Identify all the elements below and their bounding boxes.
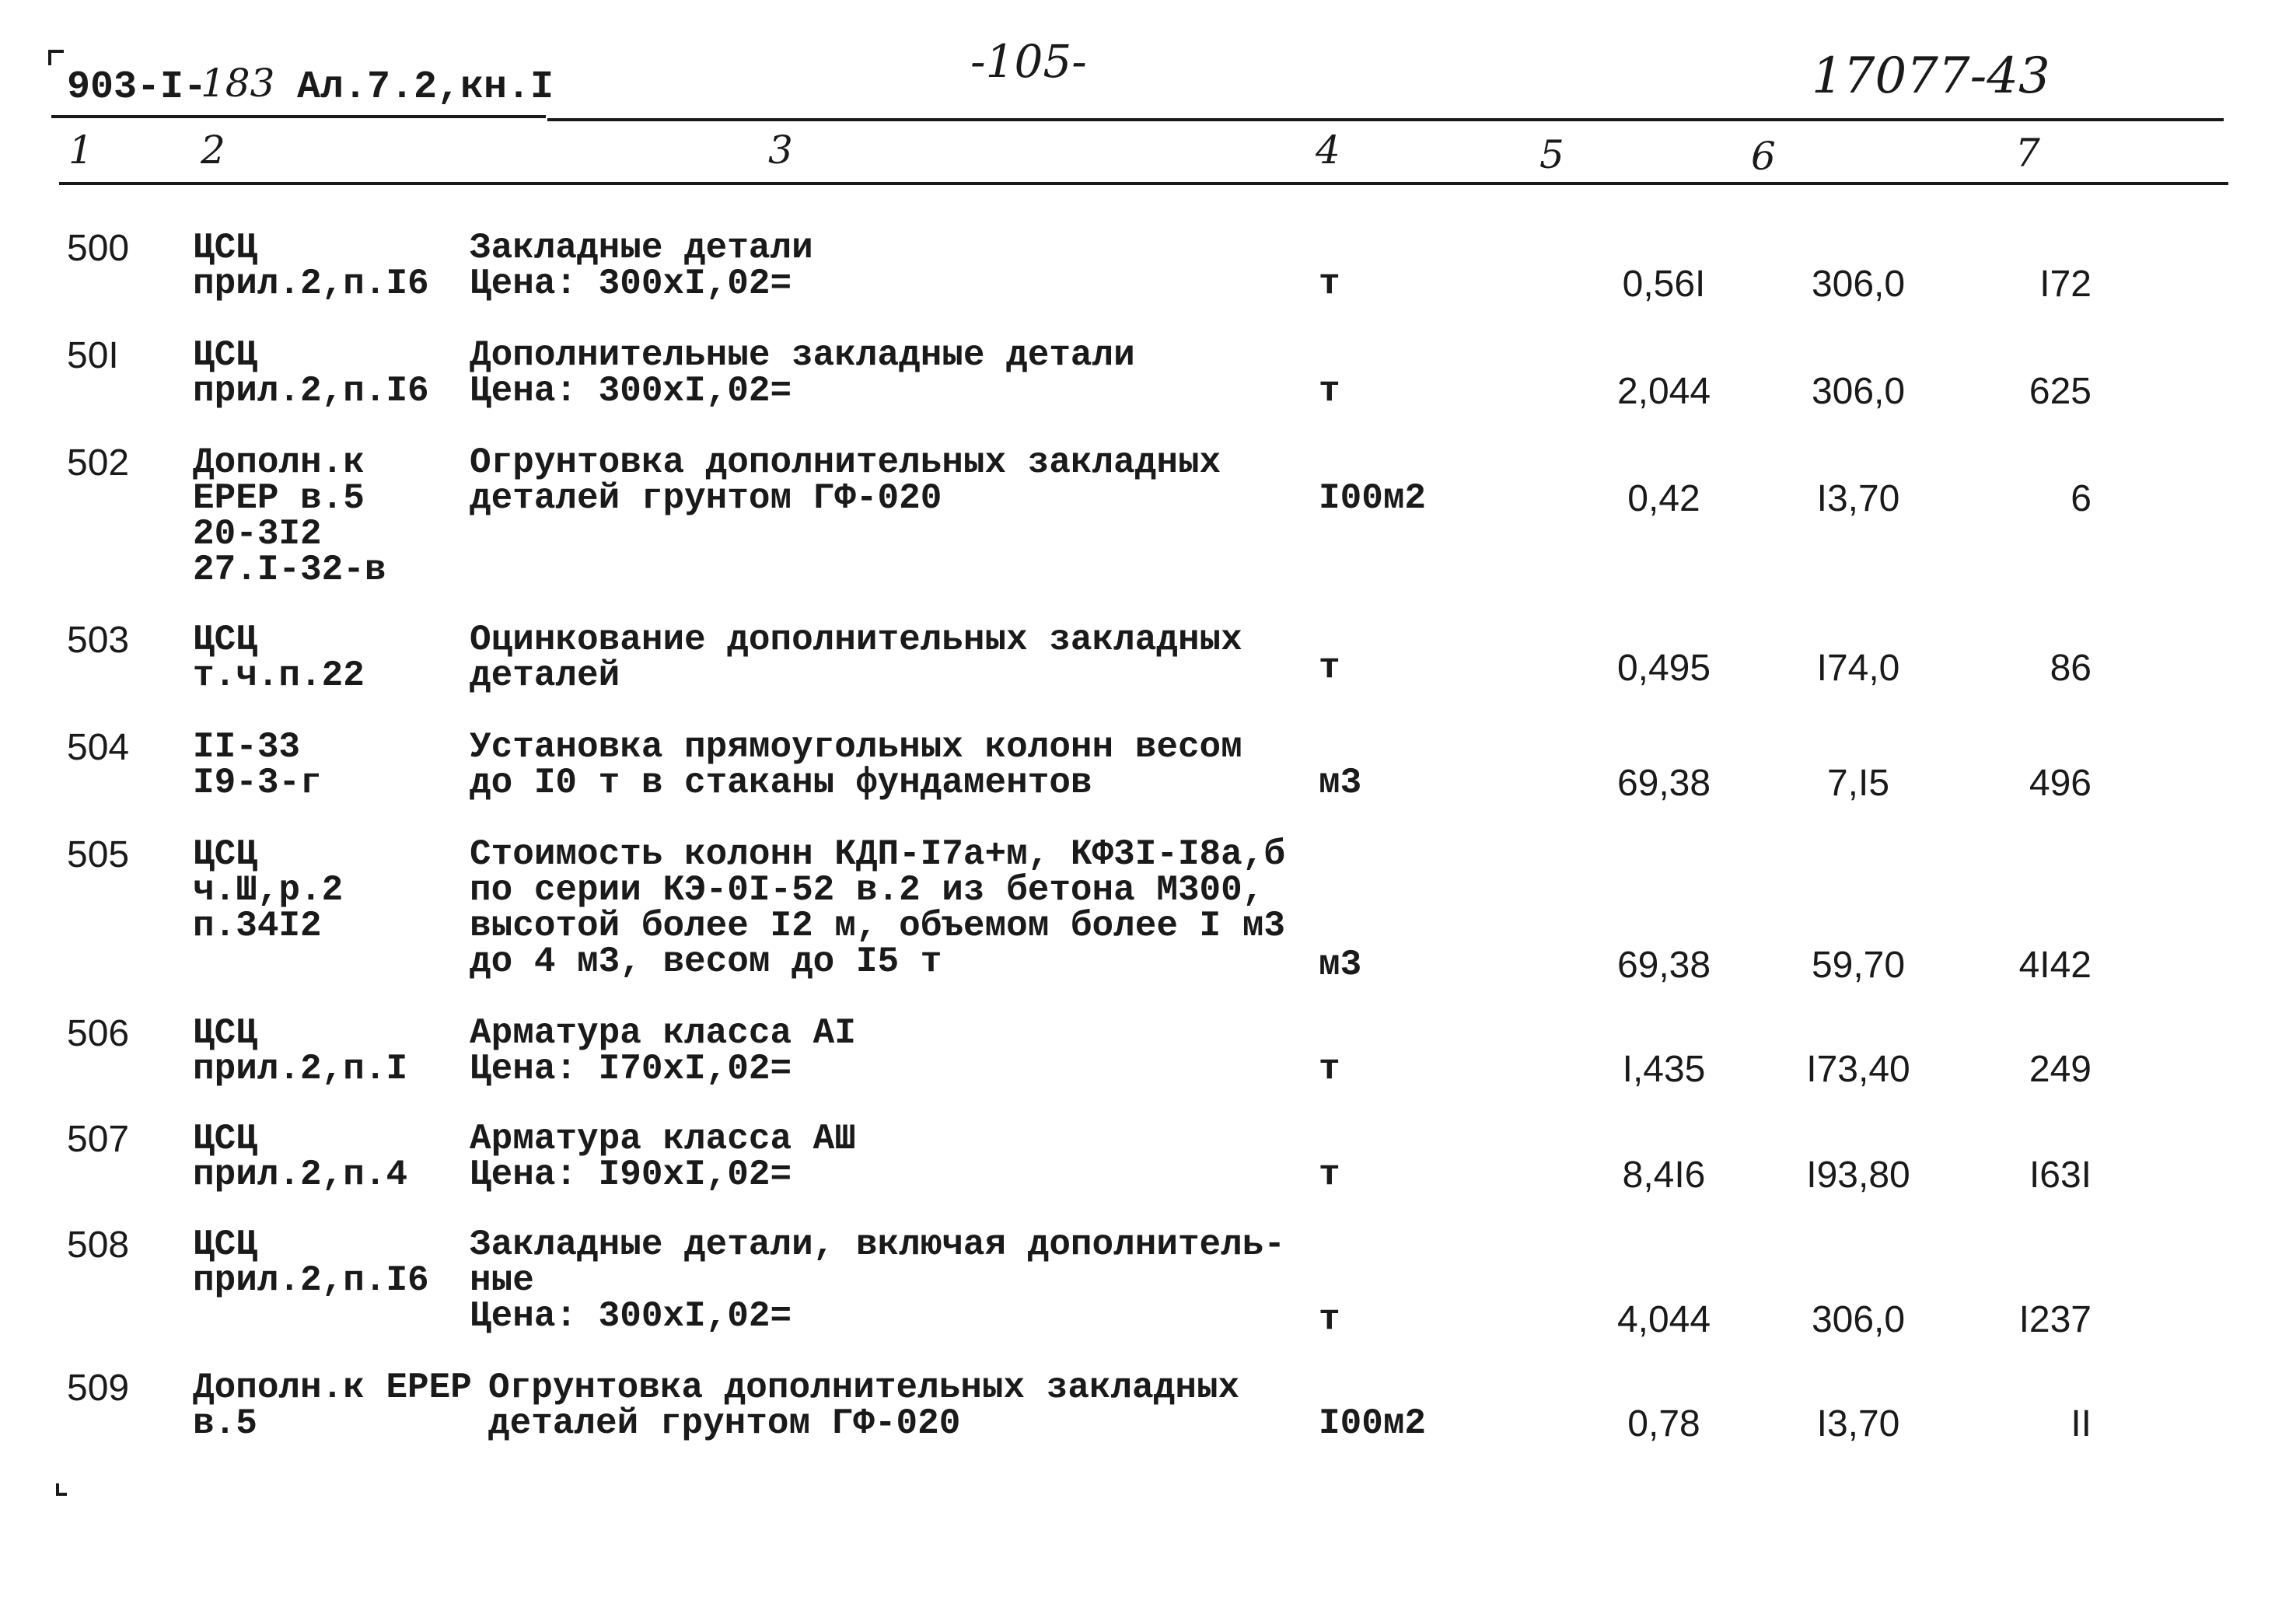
column-header-7: 7 bbox=[2015, 131, 2040, 176]
total-cost: I72 bbox=[2039, 264, 2092, 305]
pricing-reference-line: прил.2,п.4 bbox=[193, 1155, 408, 1195]
work-description-line: Цена: I70хI,02= bbox=[470, 1049, 792, 1089]
work-description-line: по серии КЭ-0I-52 в.2 из бетона М300, bbox=[470, 870, 1264, 910]
unit-price: 306,0 bbox=[1811, 1299, 1906, 1340]
unit-of-measure: I00м2 bbox=[1319, 478, 1427, 519]
total-cost: 249 bbox=[2029, 1049, 2092, 1090]
inventory-number: 17077-43 bbox=[1812, 47, 2050, 105]
unit-of-measure: м3 bbox=[1319, 763, 1362, 803]
quantity: I,435 bbox=[1622, 1049, 1706, 1090]
unit-of-measure: I00м2 bbox=[1319, 1403, 1427, 1444]
work-description-line: Цена: I90хI,02= bbox=[470, 1155, 792, 1195]
quantity: 0,42 bbox=[1627, 478, 1700, 519]
work-description-line: Огрунтовка дополнительных закладных bbox=[488, 1368, 1240, 1408]
total-cost: 4I42 bbox=[2018, 945, 2092, 986]
total-cost: I63I bbox=[2029, 1155, 2092, 1196]
pricing-reference-line: ЦСЦ bbox=[193, 1119, 257, 1159]
pricing-reference-line: прил.2,п.I bbox=[193, 1049, 408, 1089]
quantity: 0,56I bbox=[1622, 264, 1706, 305]
work-description-line: Цена: 300хI,02= bbox=[470, 264, 792, 304]
pricing-reference-line: прил.2,п.I6 bbox=[193, 264, 429, 304]
total-cost: II bbox=[2071, 1403, 2092, 1445]
unit-of-measure: т bbox=[1319, 1155, 1340, 1195]
column-header-5: 5 bbox=[1539, 132, 1564, 177]
row-number: 50I bbox=[67, 335, 119, 376]
unit-price: 7,I5 bbox=[1826, 763, 1890, 804]
corner-mark-bottom-left bbox=[56, 1483, 67, 1496]
unit-of-measure: м3 bbox=[1319, 945, 1362, 985]
unit-price: I74,0 bbox=[1816, 648, 1900, 689]
page-number: -105- bbox=[970, 35, 1087, 88]
unit-price: 59,70 bbox=[1811, 945, 1906, 986]
row-number: 507 bbox=[67, 1119, 130, 1160]
work-description-line: Цена: 300хI,02= bbox=[470, 1296, 792, 1336]
unit-of-measure: т bbox=[1319, 371, 1340, 411]
column-header-2: 2 bbox=[201, 128, 225, 173]
unit-of-measure: т bbox=[1319, 1049, 1340, 1089]
pricing-reference-line: Дополн.к bbox=[193, 442, 365, 483]
pricing-reference-line: Дополн.к ЕРЕР bbox=[193, 1368, 472, 1408]
column-header-3: 3 bbox=[768, 128, 793, 173]
work-description-line: Цена: 300хI,02= bbox=[470, 371, 792, 411]
row-number: 508 bbox=[67, 1224, 130, 1266]
quantity: 4,044 bbox=[1616, 1299, 1711, 1340]
unit-of-measure: т bbox=[1319, 264, 1340, 304]
header-code-underline bbox=[51, 115, 546, 118]
unit-price: 306,0 bbox=[1811, 371, 1906, 412]
column-header-6: 6 bbox=[1751, 134, 1776, 179]
pricing-reference-line: I9-3-г bbox=[193, 763, 322, 803]
header-rule bbox=[547, 118, 2224, 121]
work-description-line: высотой более I2 м, объемом более I м3 bbox=[470, 906, 1285, 946]
work-description-line: Установка прямоугольных колонн весом bbox=[470, 727, 1242, 767]
pricing-reference-line: 20-3I2 bbox=[193, 514, 322, 554]
pricing-reference-line: прил.2,п.I6 bbox=[193, 371, 429, 411]
pricing-reference-line: ЦСЦ bbox=[193, 1224, 257, 1265]
pricing-reference-line: в.5 bbox=[193, 1403, 257, 1444]
row-number: 505 bbox=[67, 834, 130, 875]
row-number: 504 bbox=[67, 727, 130, 768]
total-cost: 496 bbox=[2029, 763, 2092, 804]
work-description-line: Огрунтовка дополнительных закладных bbox=[470, 442, 1221, 483]
pricing-reference-line: т.ч.п.22 bbox=[193, 655, 365, 696]
unit-of-measure: т bbox=[1319, 648, 1340, 688]
pricing-reference-line: ЕРЕР в.5 bbox=[193, 478, 365, 519]
corner-mark-top-left bbox=[48, 50, 64, 65]
row-number: 503 bbox=[67, 620, 130, 661]
pricing-reference-line: ЦСЦ bbox=[193, 335, 257, 376]
quantity: 2,044 bbox=[1616, 371, 1711, 412]
work-description-line: Оцинкование дополнительных закладных bbox=[470, 620, 1242, 660]
document-code-handwritten: 183 bbox=[201, 61, 275, 106]
total-cost: 6 bbox=[2071, 478, 2092, 519]
unit-of-measure: т bbox=[1319, 1299, 1340, 1340]
column-header-1: 1 bbox=[68, 128, 93, 173]
pricing-reference-line: ч.Ш,р.2 bbox=[193, 870, 344, 910]
pricing-reference-line: 27.I-32-в bbox=[193, 550, 386, 590]
quantity: 69,38 bbox=[1616, 945, 1711, 986]
work-description-line: Закладные детали, включая дополнитель- bbox=[470, 1224, 1285, 1265]
pricing-reference-line: II-33 bbox=[193, 727, 301, 767]
work-description-line: Арматура класса АШ bbox=[470, 1119, 856, 1159]
work-description-line: Закладные детали bbox=[470, 228, 813, 268]
work-description-line: Арматура класса АI bbox=[470, 1013, 856, 1053]
pricing-reference-line: ЦСЦ bbox=[193, 620, 257, 660]
work-description-line: деталей bbox=[470, 655, 620, 696]
quantity: 0,495 bbox=[1616, 648, 1711, 689]
album-reference: Ал.7.2,кн.I bbox=[297, 65, 554, 110]
unit-price: I3,70 bbox=[1816, 478, 1900, 519]
column-header-4: 4 bbox=[1316, 128, 1340, 173]
total-cost: 625 bbox=[2029, 371, 2092, 412]
unit-price: I93,80 bbox=[1806, 1155, 1910, 1196]
row-number: 500 bbox=[67, 228, 130, 269]
column-header-rule bbox=[59, 182, 2228, 185]
unit-price: 306,0 bbox=[1811, 264, 1906, 305]
pricing-reference-line: ЦСЦ bbox=[193, 1013, 257, 1053]
work-description-line: Дополнительные закладные детали bbox=[470, 335, 1135, 376]
quantity: 8,4I6 bbox=[1622, 1155, 1706, 1196]
work-description-line: деталей грунтом ГФ-020 bbox=[488, 1403, 961, 1444]
total-cost: 86 bbox=[2050, 648, 2092, 689]
quantity: 0,78 bbox=[1627, 1403, 1700, 1445]
work-description-line: до I0 т в стаканы фундаментов bbox=[470, 763, 1092, 803]
row-number: 502 bbox=[67, 442, 130, 484]
work-description-line: Стоимость колонн КДП-I7а+м, КФ3I-I8а,б bbox=[470, 834, 1285, 875]
quantity: 69,38 bbox=[1616, 763, 1711, 804]
pricing-reference-line: прил.2,п.I6 bbox=[193, 1260, 429, 1301]
work-description-line: деталей грунтом ГФ-020 bbox=[470, 478, 942, 519]
pricing-reference-line: ЦСЦ bbox=[193, 834, 257, 875]
total-cost: I237 bbox=[2018, 1299, 2092, 1340]
row-number: 506 bbox=[67, 1013, 130, 1054]
document-code-prefix: 903-I- bbox=[67, 65, 208, 110]
pricing-reference-line: ЦСЦ bbox=[193, 228, 257, 268]
work-description-line: до 4 м3, весом до I5 т bbox=[470, 941, 942, 982]
unit-price: I3,70 bbox=[1816, 1403, 1900, 1445]
unit-price: I73,40 bbox=[1806, 1049, 1910, 1090]
row-number: 509 bbox=[67, 1368, 130, 1409]
pricing-reference-line: п.34I2 bbox=[193, 906, 322, 946]
work-description-line: ные bbox=[470, 1260, 534, 1301]
